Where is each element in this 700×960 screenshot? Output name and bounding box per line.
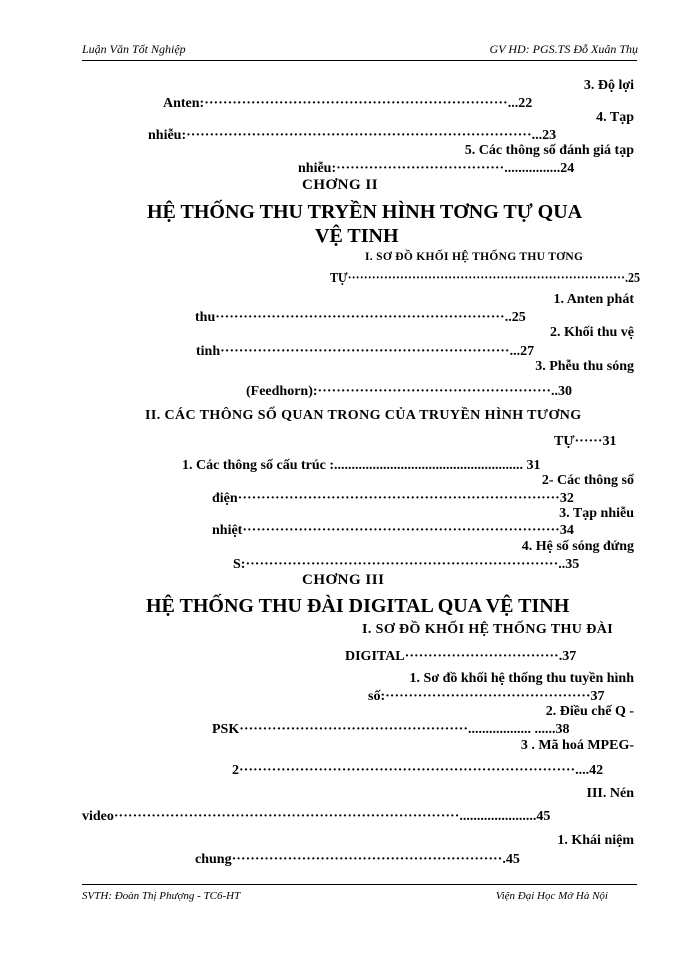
chapter-title: VỆ TINH [315,225,399,247]
toc-line: 4. Tạp [596,110,634,125]
toc-line: DIGITAL·································.37 [345,649,577,664]
toc-line: TỰ······31 [554,434,617,449]
toc-line: số:············································37 [368,689,605,704]
toc-line: III. Nén [586,786,634,801]
chapter-title: HỆ THỐNG THU ĐÀI DIGITAL QUA VỆ TINH [146,595,570,617]
chapter-label: CHƠNG III [302,572,385,588]
toc-line: 3. Phễu thu sóng [535,359,634,374]
section-title: I. SƠ ĐỒ KHỐI HỆ THỐNG THU ĐÀI [362,622,614,637]
toc-line: S:···································································..35 [233,557,580,572]
chapter-label: CHƠNG II [302,177,379,193]
toc-line: 1. Sơ đồ khối hệ thống thu tuyền hình [409,671,634,686]
toc-line: nhiễu:··········································································...23 [148,128,557,143]
toc-line: chung··························································.45 [195,852,520,867]
toc-line: 5. Các thông số đánh giá tạp [464,143,634,158]
header-rule [82,60,637,61]
toc-line: thu······························································..25 [195,310,526,325]
section-title: II. CÁC THÔNG SỐ QUAN TRONG CỦA TRUYỀN HÌNH TƯƠNG [145,408,582,423]
footer-student: SVTH: Đoàn Thị Phượng - TC6-HT [82,890,241,902]
toc-line: 2········································································....42 [232,763,604,778]
footer-institution: Viện Đại Học Mở Hà Nội [495,890,608,902]
toc-line: 2. Điều chế Q - [545,704,634,719]
toc-line: 3 . Mã hoá MPEG- [520,738,634,753]
toc-line: nhiệt····································································34 [212,523,574,538]
header-thesis-label: Luận Văn Tốt Nghiệp [82,42,186,56]
toc-line: 3. Tạp nhiễu [559,506,634,521]
toc-line: 1. Khái niệm [557,833,634,848]
footer-rule [82,884,637,885]
toc-line: video··········································································......................45 [82,809,551,824]
toc-line: 1. Anten phát [553,292,634,307]
toc-line: 2- Các thông số [541,473,634,488]
toc-line: điện·····································································32 [212,491,574,506]
toc-line: (Feedhorn):··················································..30 [246,384,572,399]
toc-line: nhiễu:····································................24 [298,161,575,176]
toc-line: 3. Độ lợi [583,78,634,93]
toc-line: TỰ·····································································.25 [330,271,641,286]
header-advisor: GV HD: PGS.TS Đỗ Xuân Thụ [489,42,638,56]
toc-line: tinh······························································...27 [196,344,535,359]
toc-line: 2. Khối thu vệ [549,325,634,340]
chapter-title: HỆ THỐNG THU TRYỀN HÌNH TƠNG TỰ QUA [147,201,583,223]
section-title: I. SƠ ĐỒ KHỐI HỆ THỐNG THU TƠNG [365,251,584,263]
toc-line: Anten:·································································...22 [163,96,533,111]
toc-line: 4. Hệ số sóng đứng [521,539,634,554]
toc-line: PSK·················································.................. ......38 [212,722,570,737]
toc-line: 1. Các thông số cấu trúc :...................................................... 31 [182,458,541,473]
